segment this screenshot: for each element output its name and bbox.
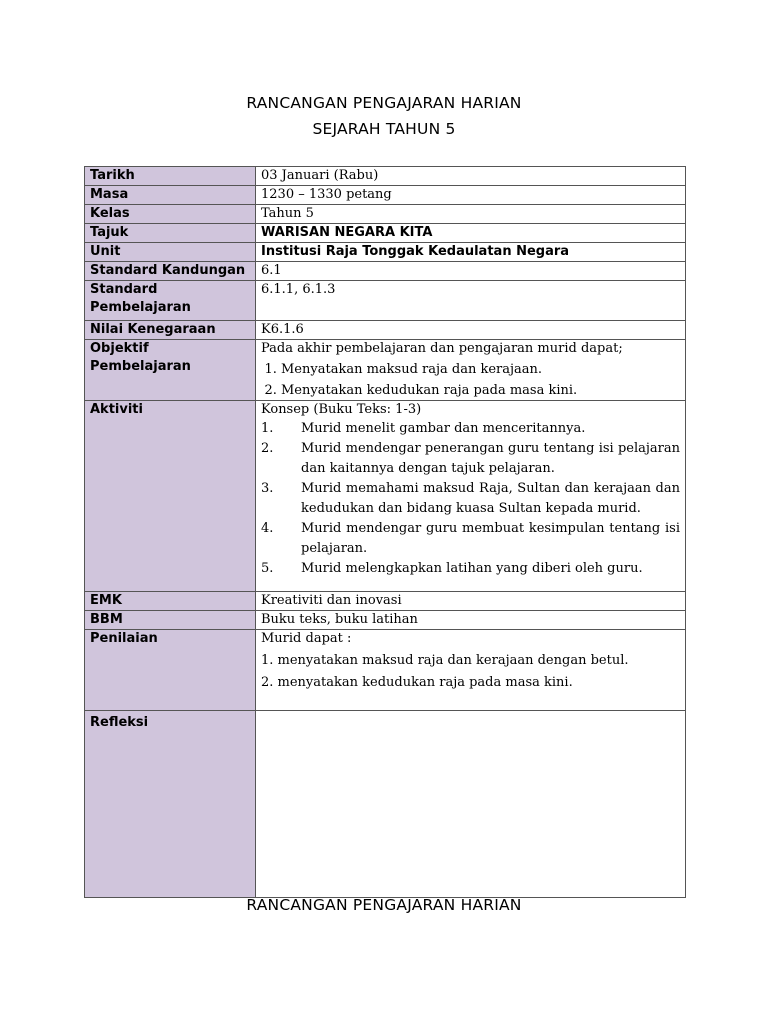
row-emk bbox=[85, 592, 686, 611]
aktiviti-text: Murid mendengar penerangan guru tentang isi pelajaran dan kaitannya dengan tajuk pelajaran. bbox=[301, 441, 680, 476]
aktiviti-intro: Konsep (Buku Teks: 1-3) bbox=[261, 402, 422, 417]
label-tajuk: Tajuk bbox=[85, 224, 256, 243]
value-kelas: Tahun 5 bbox=[256, 205, 686, 224]
row-masa bbox=[85, 186, 686, 205]
aktiviti-num: 2. bbox=[261, 441, 274, 456]
value-masa: 1230 – 1330 petang bbox=[256, 186, 686, 205]
penilaian-list bbox=[261, 652, 680, 692]
label-tarikh: Tarikh bbox=[85, 167, 256, 186]
aktiviti-item bbox=[261, 439, 680, 479]
value-aktiviti bbox=[256, 401, 686, 592]
label-kelas: Kelas bbox=[85, 205, 256, 224]
value-tajuk: WARISAN NEGARA KITA bbox=[256, 224, 686, 243]
label-refleksi: Refleksi bbox=[85, 711, 256, 898]
value-penilaian bbox=[256, 630, 686, 711]
objektif-intro: Pada akhir pembelajaran dan pengajaran murid dapat; bbox=[261, 341, 623, 356]
aktiviti-item bbox=[261, 559, 680, 579]
row-aktiviti bbox=[85, 401, 686, 592]
aktiviti-num: 3. bbox=[261, 481, 274, 496]
aktiviti-num: 5. bbox=[261, 561, 274, 576]
label-objektif: Objektif Pembelajaran bbox=[85, 340, 256, 401]
label-masa: Masa bbox=[85, 186, 256, 205]
value-standard-pembelajaran: 6.1.1, 6.1.3 bbox=[256, 281, 686, 321]
footer-title: RANCANGAN PENGAJARAN HARIAN bbox=[246, 896, 522, 914]
row-tajuk bbox=[85, 224, 686, 243]
aktiviti-text: Murid menelit gambar dan menceritannya. bbox=[301, 421, 586, 436]
value-refleksi bbox=[256, 711, 686, 898]
row-kelas bbox=[85, 205, 686, 224]
row-penilaian bbox=[85, 630, 686, 711]
penilaian-intro: Murid dapat : bbox=[261, 631, 352, 646]
row-unit bbox=[85, 243, 686, 262]
label-standard-kandungan: Standard Kandungan bbox=[85, 262, 256, 281]
row-standard-pembelajaran bbox=[85, 281, 686, 321]
label-penilaian: Penilaian bbox=[85, 630, 256, 711]
penilaian-item: 1. menyatakan maksud raja dan kerajaan dengan betul. bbox=[261, 653, 629, 668]
row-tarikh bbox=[85, 167, 686, 186]
value-objektif bbox=[256, 340, 686, 401]
label-bbm: BBM bbox=[85, 611, 256, 630]
row-bbm bbox=[85, 611, 686, 630]
value-bbm: Buku teks, buku latihan bbox=[256, 611, 686, 630]
row-nilai bbox=[85, 321, 686, 340]
value-emk: Kreativiti dan inovasi bbox=[256, 592, 686, 611]
value-unit: Institusi Raja Tonggak Kedaulatan Negara bbox=[256, 243, 686, 262]
objektif-item: 1. Menyatakan maksud raja dan kerajaan. bbox=[281, 361, 680, 379]
objektif-item: 2. Menyatakan kedudukan raja pada masa kini. bbox=[281, 382, 680, 400]
objektif-list bbox=[261, 361, 680, 400]
aktiviti-num: 1. bbox=[261, 421, 274, 436]
label-aktiviti: Aktiviti bbox=[85, 401, 256, 592]
document-subtitle: SEJARAH TAHUN 5 bbox=[312, 120, 456, 138]
row-refleksi bbox=[85, 711, 686, 898]
row-objektif bbox=[85, 340, 686, 401]
lesson-plan-table bbox=[84, 166, 686, 898]
aktiviti-item bbox=[261, 419, 680, 439]
row-standard-kandungan bbox=[85, 262, 686, 281]
aktiviti-list bbox=[261, 419, 680, 579]
label-emk: EMK bbox=[85, 592, 256, 611]
value-nilai: K6.1.6 bbox=[256, 321, 686, 340]
aktiviti-num: 4. bbox=[261, 521, 274, 536]
aktiviti-text: Murid memahami maksud Raja, Sultan dan kerajaan dan kedudukan dan bidang kuasa Sultan kepada murid. bbox=[301, 481, 680, 516]
value-standard-kandungan: 6.1 bbox=[256, 262, 686, 281]
label-unit: Unit bbox=[85, 243, 256, 262]
label-nilai: Nilai Kenegaraan bbox=[85, 321, 256, 340]
value-tarikh: 03 Januari (Rabu) bbox=[256, 167, 686, 186]
document-title: RANCANGAN PENGAJARAN HARIAN bbox=[246, 94, 522, 112]
aktiviti-text: Murid melengkapkan latihan yang diberi oleh guru. bbox=[301, 561, 643, 576]
label-standard-pembelajaran: Standard Pembelajaran bbox=[85, 281, 256, 321]
penilaian-item: 2. menyatakan kedudukan raja pada masa kini. bbox=[261, 675, 573, 690]
aktiviti-item bbox=[261, 519, 680, 559]
aktiviti-item bbox=[261, 479, 680, 519]
aktiviti-text: Murid mendengar guru membuat kesimpulan tentang isi pelajaran. bbox=[301, 521, 680, 556]
